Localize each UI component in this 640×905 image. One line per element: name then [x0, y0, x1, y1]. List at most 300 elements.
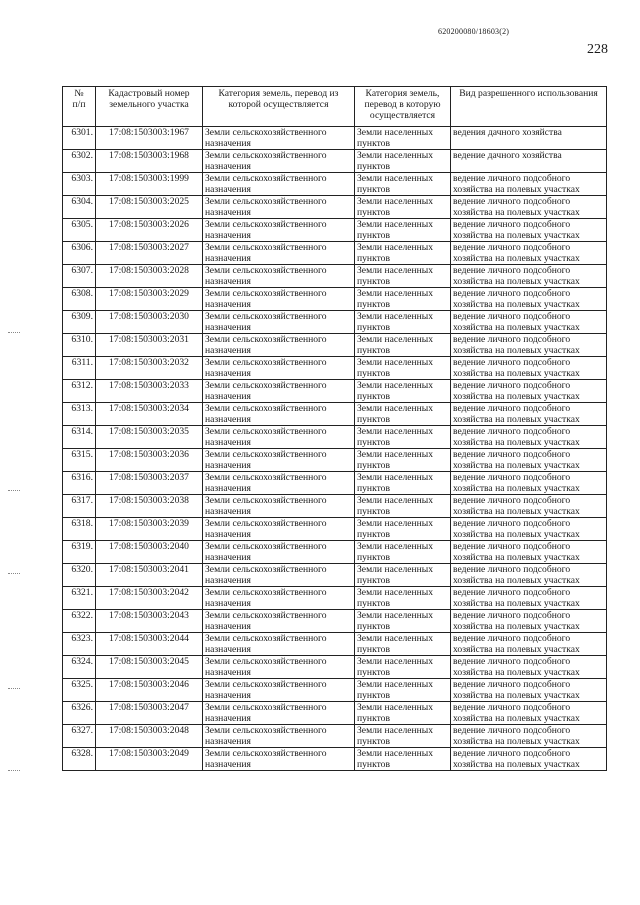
category-to-text: Земли населенных пунктов [357, 357, 434, 379]
category-to [355, 587, 451, 610]
cadastral-number-text: 17:08:1503003:2045 [109, 656, 189, 667]
table-row [63, 173, 607, 196]
row-number [63, 518, 96, 541]
permitted-use [451, 426, 607, 449]
category-to [355, 288, 451, 311]
permitted-use-text: ведение личного подсобного хозяйства на полевых участках [453, 633, 580, 655]
category-to-text: Земли населенных пунктов [357, 196, 434, 218]
category-from-text: Земли сельскохозяйственного назначения [205, 610, 327, 632]
table-row [63, 518, 607, 541]
cadastral-number [96, 403, 203, 426]
row-number [63, 495, 96, 518]
row-number-text: 6314. [71, 426, 93, 437]
permitted-use [451, 472, 607, 495]
row-number [63, 380, 96, 403]
row-number [63, 541, 96, 564]
row-number-text: 6317. [71, 495, 93, 506]
category-to [355, 150, 451, 173]
row-number-text: 6318. [71, 518, 93, 529]
category-from-text: Земли сельскохозяйственного назначения [205, 219, 327, 241]
permitted-use [451, 449, 607, 472]
row-number [63, 150, 96, 173]
permitted-use-text: ведения дачного хозяйства [453, 127, 562, 138]
row-number [63, 357, 96, 380]
category-to-text: Земли населенных пунктов [357, 725, 434, 747]
row-number-text: 6310. [71, 334, 93, 345]
category-to-text: Земли населенных пунктов [357, 633, 434, 655]
cadastral-number [96, 656, 203, 679]
row-number [63, 265, 96, 288]
row-number-text: 6306. [71, 242, 93, 253]
category-from [203, 587, 355, 610]
category-from-text: Земли сельскохозяйственного назначения [205, 426, 327, 448]
row-number [63, 334, 96, 357]
cadastral-number-text: 17:08:1503003:2040 [109, 541, 189, 552]
permitted-use [451, 748, 607, 771]
permitted-use [451, 587, 607, 610]
table-row [63, 449, 607, 472]
category-from-text: Земли сельскохозяйственного назначения [205, 334, 327, 356]
category-to [355, 702, 451, 725]
row-number-text: 6320. [71, 564, 93, 575]
table-row [63, 610, 607, 633]
table-row [63, 196, 607, 219]
category-from-text: Земли сельскохозяйственного назначения [205, 403, 327, 425]
permitted-use-text: ведение личного подсобного хозяйства на полевых участках [453, 495, 580, 517]
category-from-text: Земли сельскохозяйственного назначения [205, 748, 327, 770]
permitted-use [451, 656, 607, 679]
table-row [63, 725, 607, 748]
category-to-text: Земли населенных пунктов [357, 564, 434, 586]
category-to-text: Земли населенных пунктов [357, 403, 434, 425]
cadastral-number-text: 17:08:1503003:2047 [109, 702, 189, 713]
header-number: № п/п [63, 87, 96, 127]
row-number [63, 610, 96, 633]
row-number-text: 6303. [71, 173, 93, 184]
cadastral-number [96, 541, 203, 564]
category-from [203, 173, 355, 196]
row-number [63, 656, 96, 679]
table-row [63, 679, 607, 702]
category-to [355, 518, 451, 541]
category-from-text: Земли сельскохозяйственного назначения [205, 656, 327, 678]
category-to [355, 127, 451, 150]
category-to-text: Земли населенных пунктов [357, 127, 434, 149]
table-row [63, 311, 607, 334]
header-cadastral-number: Кадастровый номер земельного участка [96, 87, 203, 127]
cadastral-number [96, 610, 203, 633]
category-from-text: Земли сельскохозяйственного назначения [205, 380, 327, 402]
table-row [63, 357, 607, 380]
cadastral-number [96, 748, 203, 771]
category-to [355, 472, 451, 495]
permitted-use [451, 265, 607, 288]
category-to-text: Земли населенных пунктов [357, 219, 434, 241]
permitted-use [451, 702, 607, 725]
row-number [63, 633, 96, 656]
header-category-to: Категория земель, перевод в которую осуществляется [355, 87, 451, 127]
permitted-use [451, 679, 607, 702]
category-from-text: Земли сельскохозяйственного назначения [205, 265, 327, 287]
cadastral-number-text: 17:08:1503003:1999 [109, 173, 189, 184]
land-registry-table [62, 86, 607, 771]
row-number [63, 725, 96, 748]
permitted-use-text: ведение личного подсобного хозяйства на полевых участках [453, 725, 580, 747]
row-number [63, 196, 96, 219]
permitted-use-text: ведение личного подсобного хозяйства на полевых участках [453, 357, 580, 379]
table-row [63, 541, 607, 564]
category-from [203, 196, 355, 219]
category-from [203, 725, 355, 748]
category-from [203, 449, 355, 472]
category-from [203, 380, 355, 403]
category-to-text: Земли населенных пунктов [357, 656, 434, 678]
row-number-text: 6311. [71, 357, 93, 368]
category-to-text: Земли населенных пунктов [357, 610, 434, 632]
table-row [63, 587, 607, 610]
category-from [203, 679, 355, 702]
category-to [355, 265, 451, 288]
table-row [63, 495, 607, 518]
cadastral-number-text: 17:08:1503003:2037 [109, 472, 189, 483]
permitted-use-text: ведение личного подсобного хозяйства на полевых участках [453, 679, 580, 701]
category-to-text: Земли населенных пунктов [357, 472, 434, 494]
table-row [63, 219, 607, 242]
permitted-use [451, 403, 607, 426]
row-number-text: 6315. [71, 449, 93, 460]
category-to [355, 449, 451, 472]
cadastral-number [96, 357, 203, 380]
row-number [63, 242, 96, 265]
category-from [203, 403, 355, 426]
permitted-use-text: ведение личного подсобного хозяйства на полевых участках [453, 334, 580, 356]
cadastral-number [96, 127, 203, 150]
permitted-use-text: ведение личного подсобного хозяйства на полевых участках [453, 173, 580, 195]
permitted-use-text: ведение личного подсобного хозяйства на полевых участках [453, 702, 580, 724]
category-to-text: Земли населенных пунктов [357, 495, 434, 517]
cadastral-number-text: 17:08:1503003:2043 [109, 610, 189, 621]
category-to [355, 541, 451, 564]
category-from-text: Земли сельскохозяйственного назначения [205, 702, 327, 724]
category-from-text: Земли сельскохозяйственного назначения [205, 633, 327, 655]
table-row [63, 242, 607, 265]
category-from-text: Земли сельскохозяйственного назначения [205, 495, 327, 517]
cadastral-number-text: 17:08:1503003:2032 [109, 357, 189, 368]
permitted-use-text: ведение личного подсобного хозяйства на полевых участках [453, 380, 580, 402]
table-row [63, 702, 607, 725]
category-from-text: Земли сельскохозяйственного назначения [205, 357, 327, 379]
row-number [63, 472, 96, 495]
cadastral-number-text: 17:08:1503003:2049 [109, 748, 189, 759]
permitted-use [451, 196, 607, 219]
margin-mark [8, 332, 20, 334]
category-from [203, 633, 355, 656]
permitted-use [451, 380, 607, 403]
table-row [63, 288, 607, 311]
permitted-use [451, 219, 607, 242]
cadastral-number-text: 17:08:1503003:2027 [109, 242, 189, 253]
permitted-use-text: ведение личного подсобного хозяйства на полевых участках [453, 403, 580, 425]
category-from [203, 150, 355, 173]
permitted-use-text: ведение личного подсобного хозяйства на полевых участках [453, 311, 580, 333]
category-from [203, 357, 355, 380]
category-to [355, 748, 451, 771]
row-number [63, 173, 96, 196]
category-to-text: Земли населенных пунктов [357, 288, 434, 310]
permitted-use-text: ведение личного подсобного хозяйства на полевых участках [453, 219, 580, 241]
category-to [355, 633, 451, 656]
category-from-text: Земли сельскохозяйственного назначения [205, 311, 327, 333]
category-to-text: Земли населенных пунктов [357, 150, 434, 172]
category-to [355, 242, 451, 265]
category-from-text: Земли сельскохозяйственного назначения [205, 725, 327, 747]
category-to [355, 495, 451, 518]
margin-mark [8, 688, 20, 690]
category-to [355, 334, 451, 357]
cadastral-number-text: 17:08:1503003:2030 [109, 311, 189, 322]
row-number-text: 6325. [71, 679, 93, 690]
category-to [355, 357, 451, 380]
row-number-text: 6301. [71, 127, 93, 138]
cadastral-number [96, 196, 203, 219]
permitted-use-text: ведение личного подсобного хозяйства на полевых участках [453, 449, 580, 471]
permitted-use-text: ведение дачного хозяйства [453, 150, 562, 161]
category-to [355, 403, 451, 426]
row-number-text: 6327. [71, 725, 93, 736]
row-number [63, 426, 96, 449]
row-number [63, 127, 96, 150]
category-from-text: Земли сельскохозяйственного назначения [205, 449, 327, 471]
table-row [63, 656, 607, 679]
cadastral-number [96, 173, 203, 196]
category-from-text: Земли сельскохозяйственного назначения [205, 173, 327, 195]
category-from [203, 311, 355, 334]
cadastral-number [96, 265, 203, 288]
table-row [63, 265, 607, 288]
cadastral-number [96, 449, 203, 472]
category-to-text: Земли населенных пунктов [357, 173, 434, 195]
category-from [203, 288, 355, 311]
document-id: 620200080/18603(2) [438, 27, 510, 36]
cadastral-number-text: 17:08:1503003:2035 [109, 426, 189, 437]
cadastral-number-text: 17:08:1503003:2044 [109, 633, 189, 644]
cadastral-number-text: 17:08:1503003:2048 [109, 725, 189, 736]
category-from-text: Земли сельскохозяйственного назначения [205, 242, 327, 264]
category-to [355, 656, 451, 679]
category-to-text: Земли населенных пунктов [357, 702, 434, 724]
category-to [355, 219, 451, 242]
permitted-use-text: ведение личного подсобного хозяйства на полевых участках [453, 426, 580, 448]
permitted-use-text: ведение личного подсобного хозяйства на полевых участках [453, 656, 580, 678]
category-from [203, 495, 355, 518]
category-from [203, 219, 355, 242]
cadastral-number-text: 17:08:1503003:2041 [109, 564, 189, 575]
row-number-text: 6322. [71, 610, 93, 621]
row-number-text: 6304. [71, 196, 93, 207]
cadastral-number [96, 472, 203, 495]
category-from [203, 748, 355, 771]
category-to-text: Земли населенных пунктов [357, 380, 434, 402]
row-number-text: 6321. [71, 587, 93, 598]
category-from-text: Земли сельскохозяйственного назначения [205, 587, 327, 609]
row-number [63, 288, 96, 311]
category-to-text: Земли населенных пунктов [357, 518, 434, 540]
category-to [355, 311, 451, 334]
permitted-use [451, 495, 607, 518]
row-number-text: 6305. [71, 219, 93, 230]
permitted-use-text: ведение личного подсобного хозяйства на полевых участках [453, 265, 580, 287]
category-to-text: Земли населенных пунктов [357, 311, 434, 333]
row-number [63, 748, 96, 771]
category-to-text: Земли населенных пунктов [357, 679, 434, 701]
cadastral-number-text: 17:08:1503003:2026 [109, 219, 189, 230]
category-from [203, 610, 355, 633]
category-from [203, 426, 355, 449]
permitted-use-text: ведение личного подсобного хозяйства на полевых участках [453, 472, 580, 494]
category-from [203, 518, 355, 541]
row-number [63, 449, 96, 472]
category-to [355, 610, 451, 633]
cadastral-number-text: 17:08:1503003:2039 [109, 518, 189, 529]
category-from-text: Земли сельскохозяйственного назначения [205, 472, 327, 494]
cadastral-number [96, 633, 203, 656]
category-from-text: Земли сельскохозяйственного назначения [205, 127, 327, 149]
table-row [63, 633, 607, 656]
row-number-text: 6323. [71, 633, 93, 644]
category-from [203, 242, 355, 265]
category-from-text: Земли сельскохозяйственного назначения [205, 518, 327, 540]
cadastral-number [96, 518, 203, 541]
cadastral-number [96, 380, 203, 403]
category-from-text: Земли сельскохозяйственного назначения [205, 679, 327, 701]
row-number-text: 6307. [71, 265, 93, 276]
cadastral-number [96, 495, 203, 518]
row-number-text: 6326. [71, 702, 93, 713]
permitted-use-text: ведение личного подсобного хозяйства на полевых участках [453, 610, 580, 632]
category-to-text: Земли населенных пунктов [357, 748, 434, 770]
cadastral-number [96, 426, 203, 449]
permitted-use-text: ведение личного подсобного хозяйства на полевых участках [453, 196, 580, 218]
category-from-text: Земли сельскохозяйственного назначения [205, 564, 327, 586]
margin-mark [8, 490, 20, 492]
cadastral-number-text: 17:08:1503003:2034 [109, 403, 189, 414]
row-number-text: 6324. [71, 656, 93, 667]
permitted-use [451, 610, 607, 633]
cadastral-number-text: 17:08:1503003:2036 [109, 449, 189, 460]
category-to-text: Земли населенных пунктов [357, 334, 434, 356]
permitted-use [451, 725, 607, 748]
margin-mark [8, 770, 20, 772]
category-from [203, 127, 355, 150]
category-to-text: Земли населенных пунктов [357, 449, 434, 471]
category-from-text: Земли сельскохозяйственного назначения [205, 196, 327, 218]
category-to [355, 380, 451, 403]
category-from [203, 472, 355, 495]
cadastral-number [96, 725, 203, 748]
cadastral-number [96, 242, 203, 265]
cadastral-number [96, 311, 203, 334]
category-to-text: Земли населенных пунктов [357, 587, 434, 609]
permitted-use-text: ведение личного подсобного хозяйства на полевых участках [453, 518, 580, 540]
category-to [355, 196, 451, 219]
permitted-use [451, 518, 607, 541]
cadastral-number-text: 17:08:1503003:2042 [109, 587, 189, 598]
cadastral-number [96, 150, 203, 173]
table-row [63, 127, 607, 150]
table-row [63, 150, 607, 173]
header-permitted-use: Вид разрешенного использования [451, 87, 607, 127]
category-from [203, 265, 355, 288]
cadastral-number-text: 17:08:1503003:2028 [109, 265, 189, 276]
permitted-use [451, 357, 607, 380]
permitted-use-text: ведение личного подсобного хозяйства на полевых участках [453, 587, 580, 609]
permitted-use [451, 127, 607, 150]
cadastral-number-text: 17:08:1503003:2029 [109, 288, 189, 299]
category-from [203, 564, 355, 587]
permitted-use [451, 334, 607, 357]
row-number [63, 679, 96, 702]
cadastral-number-text: 17:08:1503003:2046 [109, 679, 189, 690]
category-from [203, 334, 355, 357]
table-row [63, 334, 607, 357]
permitted-use-text: ведение личного подсобного хозяйства на полевых участках [453, 242, 580, 264]
category-to-text: Земли населенных пунктов [357, 265, 434, 287]
cadastral-number-text: 17:08:1503003:2025 [109, 196, 189, 207]
row-number [63, 564, 96, 587]
cadastral-number [96, 587, 203, 610]
header-category-from: Категория земель, перевод из которой осуществляется [203, 87, 355, 127]
category-to [355, 426, 451, 449]
margin-mark [8, 573, 20, 575]
table-header-row [63, 87, 607, 127]
category-from-text: Земли сельскохозяйственного назначения [205, 150, 327, 172]
category-to [355, 564, 451, 587]
page-number: 228 [587, 42, 608, 57]
category-from-text: Земли сельскохозяйственного назначения [205, 288, 327, 310]
permitted-use [451, 311, 607, 334]
category-to [355, 725, 451, 748]
table-row [63, 380, 607, 403]
row-number-text: 6312. [71, 380, 93, 391]
table-row [63, 748, 607, 771]
row-number-text: 6309. [71, 311, 93, 322]
permitted-use [451, 633, 607, 656]
permitted-use [451, 242, 607, 265]
row-number [63, 587, 96, 610]
row-number-text: 6316. [71, 472, 93, 483]
permitted-use [451, 541, 607, 564]
permitted-use-text: ведение личного подсобного хозяйства на полевых участках [453, 288, 580, 310]
cadastral-number-text: 17:08:1503003:2031 [109, 334, 189, 345]
row-number [63, 219, 96, 242]
category-to [355, 679, 451, 702]
cadastral-number-text: 17:08:1503003:1967 [109, 127, 189, 138]
category-to-text: Земли населенных пунктов [357, 541, 434, 563]
cadastral-number [96, 288, 203, 311]
row-number [63, 403, 96, 426]
category-from [203, 702, 355, 725]
table-row [63, 426, 607, 449]
row-number [63, 702, 96, 725]
category-to-text: Земли населенных пунктов [357, 426, 434, 448]
category-from [203, 541, 355, 564]
permitted-use [451, 288, 607, 311]
table-row [63, 472, 607, 495]
cadastral-number [96, 564, 203, 587]
permitted-use [451, 173, 607, 196]
cadastral-number-text: 17:08:1503003:2033 [109, 380, 189, 391]
category-to-text: Земли населенных пунктов [357, 242, 434, 264]
